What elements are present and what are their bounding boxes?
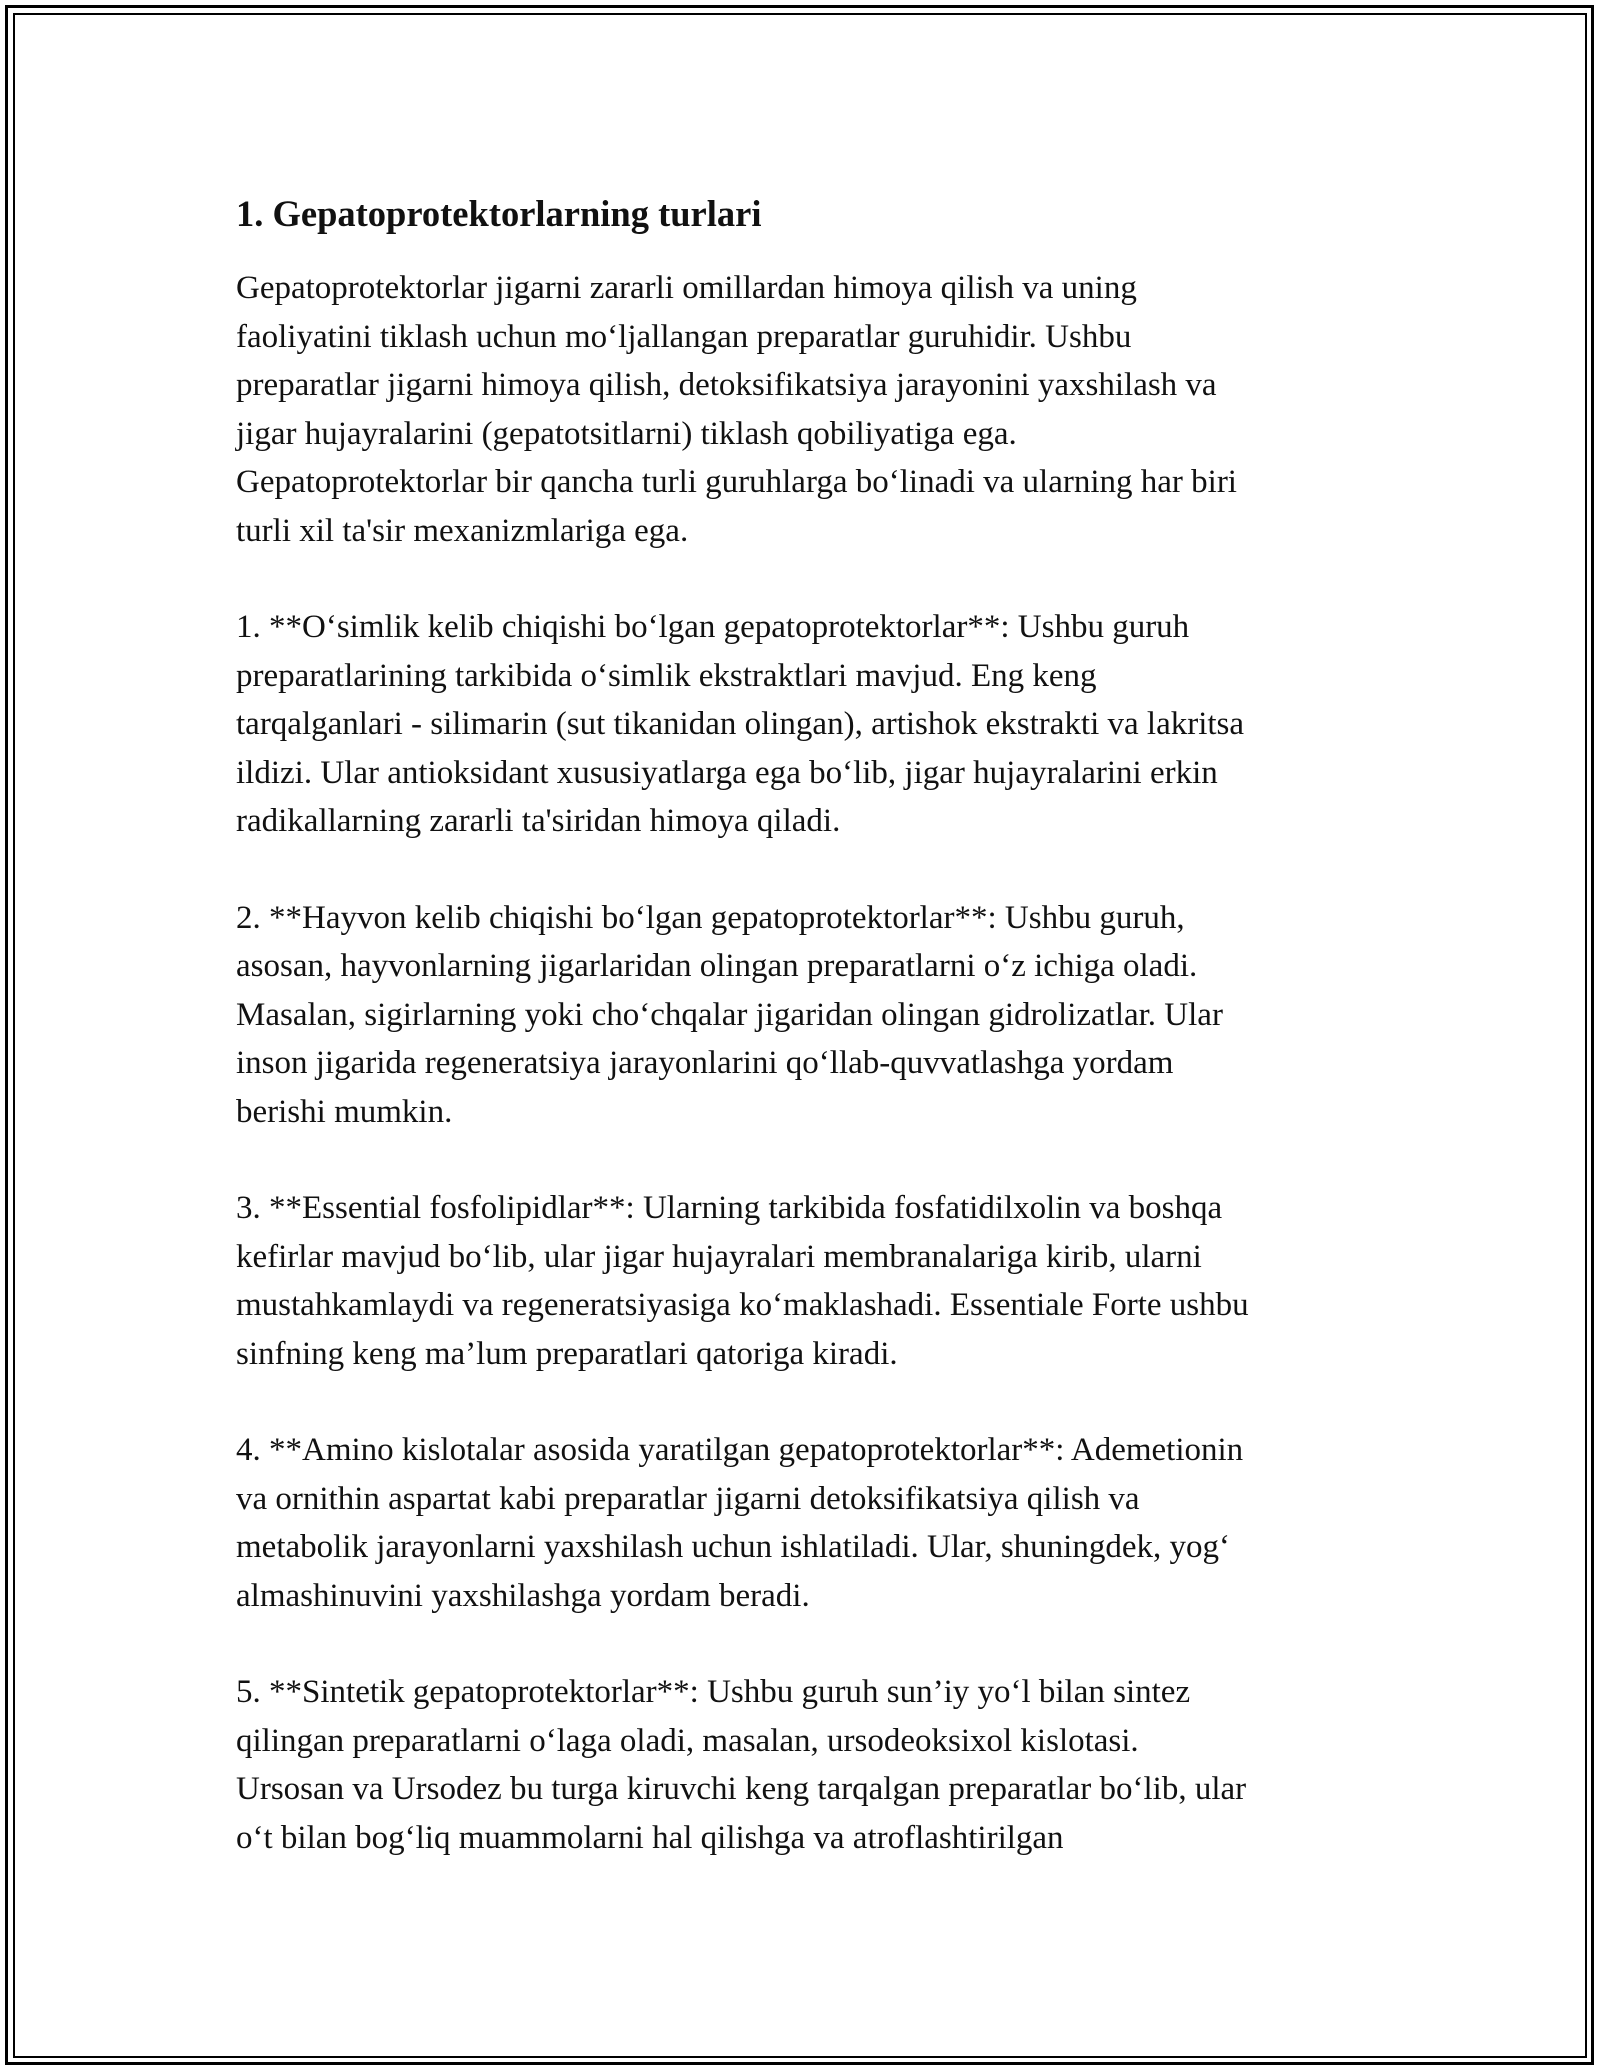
paragraph-plant-origin: 1. **O‘simlik kelib chiqishi bo‘lgan gepatoprotektorlar**: Ushbu guruh preparatlarining tarkibida o‘simlik ekstraktlari mavjud. Eng keng tarqalganlari - silimarin (sut tikanidan olingan), artishok ekstrakti va lakritsa ildizi. Ular antioksidant xususiyatlarga ega bo‘lib, jigar hujayralarini erkin radikallarning zararli ta'siridan himoya qiladi. (236, 609, 1245, 839)
paragraph-synthetic: 5. **Sintetik gepatoprotektorlar**: Ushbu guruh sun’iy yo‘l bilan sintez qilingan preparatlarni o‘laga oladi, masalan, ursodeoksixol kislotasi. Ursosan va Ursodez bu turga kiruvchi keng tarqalgan preparatlar bo‘lib, ular o‘t bilan bog‘liq muammolarni hal qilishga va atroflashtirilgan (236, 1674, 1247, 1856)
paragraph-animal-origin: 2. **Hayvon kelib chiqishi bo‘lgan gepatoprotektorlar**: Ushbu guruh, asosan, hayvonlarning jigarlaridan olingan preparatlarni o‘z ichiga oladi. Masalan, sigirlarning yoki cho‘chqalar jigaridan olingan gidrolizatlar. Ular inson jigarida regeneratsiya jarayonlarini qo‘llab-quvvatlashga yordam berishi mumkin. (236, 899, 1223, 1130)
intro-paragraph: Gepatoprotektorlar jigarni zararli omillardan himoya qilish va uning faoliyatini tiklash uchun mo‘ljallangan preparatlar guruhidir. Ushbu preparatlar jigarni himoya qilish, detoksifikatsiya jarayonini yaxshilash va jigar hujayralarini (gepatotsitlarni) tiklash qobiliyatiga ega. Gepatoprotektorlar bir qancha turli guruhlarga bo‘linadi va ularning har biri turli xil ta'sir mexanizmlariga ega. (236, 270, 1237, 549)
section-heading: 1. Gepatoprotektorlarning turlari (236, 193, 762, 234)
document-body (236, 186, 1366, 1862)
paragraph-essential-phospholipids: 3. **Essential fosfolipidlar**: Ularning tarkibida fosfatidilxolin va boshqa kefirlar mavjud bo‘lib, ular jigar hujayralari membranalariga kirib, ularni mustahkamlaydi va regeneratsiyasiga ko‘maklashadi. Essentiale Forte ushbu sinfning keng ma’lum preparatlari qatoriga kiradi. (236, 1190, 1249, 1372)
paragraph-amino-acids: 4. **Amino kislotalar asosida yaratilgan gepatoprotektorlar**: Ademetionin va ornithin aspartat kabi preparatlar jigarni detoksifikatsiya qilish va metabolik jarayonlarni yaxshilash uchun ishlatiladi. Ular, shuningdek, yog‘ almashinuvini yaxshilashga yordam beradi. (236, 1432, 1244, 1614)
